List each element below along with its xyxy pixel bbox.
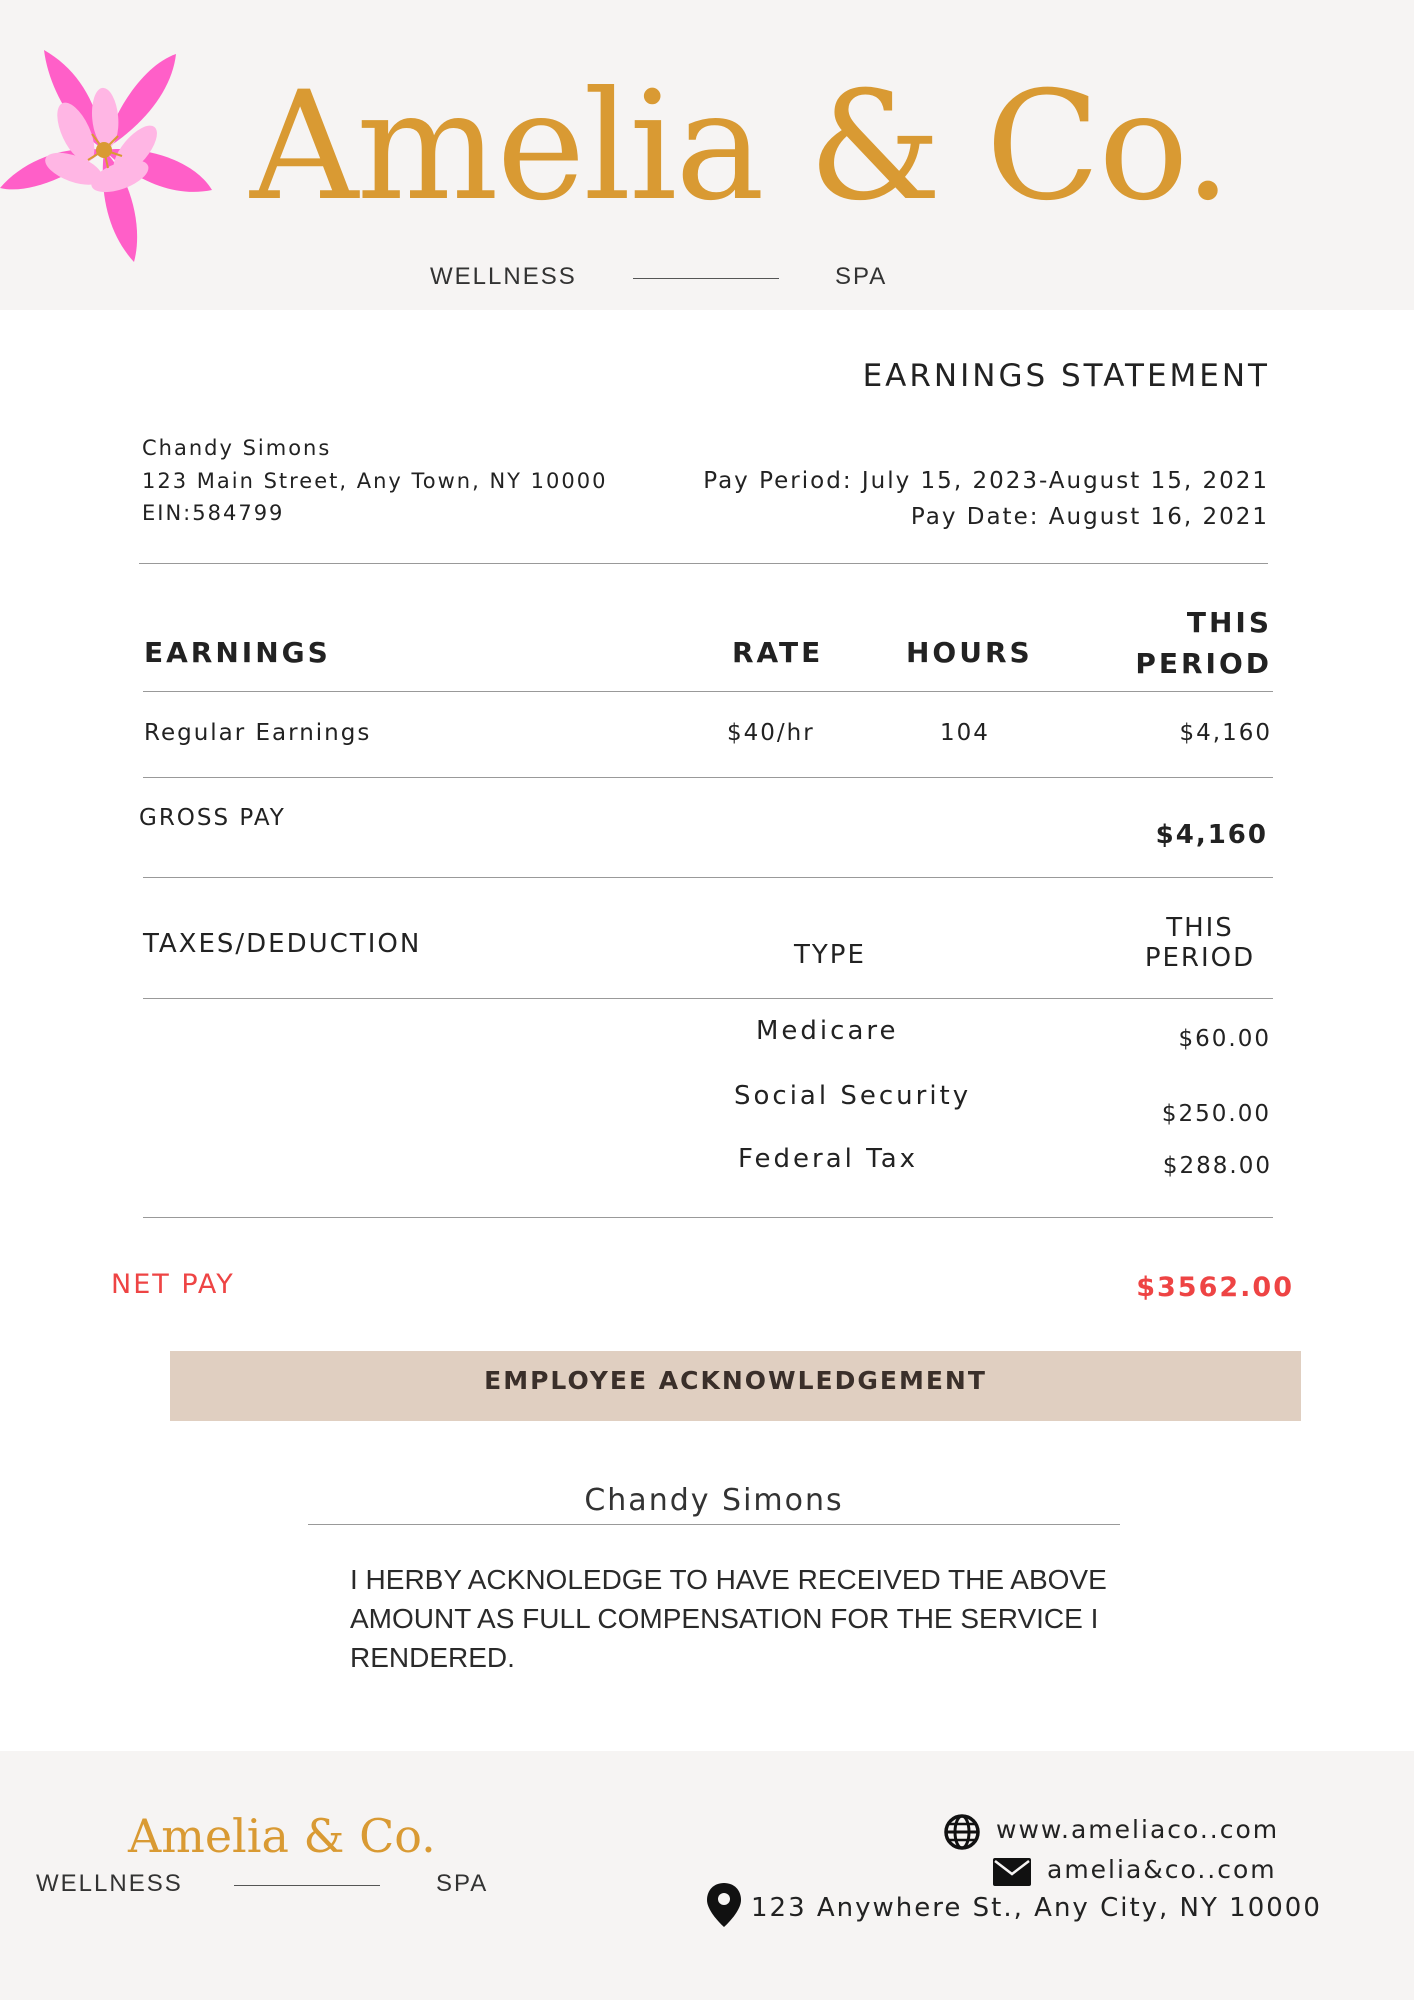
divider [143,777,1273,778]
flower-icon [0,48,216,270]
gross-pay-label: GROSS PAY [139,805,286,831]
header-subtitle-wellness: WELLNESS [430,263,577,290]
deduction-this-period-line1: THIS [1166,913,1234,943]
employee-name: Chandy Simons [142,436,332,460]
earnings-row-rate: $40/hr [727,720,815,746]
deduction-this-period-line2: PERIOD [1144,943,1256,973]
footer-subtitle-spa: SPA [436,1870,489,1897]
this-period-header-line2: PERIOD [1135,647,1272,680]
deduction-amount-medicare: $60.00 [1178,1026,1271,1052]
globe-icon [943,1813,981,1851]
deduction-amount-federal-tax: $288.00 [1162,1153,1272,1179]
acknowledgement-title: EMPLOYEE ACKNOWLEDGEMENT [484,1366,987,1395]
pay-date: Pay Date: August 16, 2021 [910,504,1269,530]
gross-pay-value: $4,160 [1155,820,1268,850]
footer-address: 123 Anywhere St., Any City, NY 10000 [751,1893,1322,1923]
divider [143,877,1273,878]
pay-period: Pay Period: July 15, 2023-August 15, 2021 [703,468,1269,494]
signature-name: Chandy Simons [584,1483,844,1518]
map-pin-icon [707,1883,741,1927]
earnings-row-hours: 104 [940,720,990,746]
earnings-row-amount: $4,160 [1179,720,1272,746]
header-subtitle-spa: SPA [835,263,888,290]
divider [143,691,1273,692]
footer-email[interactable]: amelia&co..com [1047,1855,1277,1884]
rate-header: RATE [732,636,824,669]
hours-header: HOURS [906,636,1033,669]
deduction-type-social-security: Social Security [734,1081,972,1111]
net-pay-value: $3562.00 [1136,1272,1294,1303]
header-divider [633,278,779,279]
type-header: TYPE [794,940,866,970]
statement-title: EARNINGS STATEMENT [862,358,1270,394]
earnings-row-label: Regular Earnings [144,720,372,746]
this-period-header-line1: THIS [1186,606,1272,639]
deduction-type-medicare: Medicare [756,1016,899,1046]
earnings-header: EARNINGS [144,636,331,669]
signature-line [308,1524,1120,1525]
footer-divider [234,1885,380,1886]
envelope-icon [993,1858,1031,1886]
footer-brand: Amelia & Co. [128,1809,436,1863]
footer-subtitle-wellness: WELLNESS [36,1870,183,1897]
net-pay-label: NET PAY [111,1269,235,1300]
divider [139,563,1268,564]
acknowledgement-text: I HERBY ACKNOLEDGE TO HAVE RECEIVED THE ABOVE AMOUNT AS FULL COMPENSATION FOR THE SERVICE I RENDERED. [350,1564,1107,1673]
deduction-type-federal-tax: Federal Tax [738,1144,919,1174]
deduction-amount-social-security: $250.00 [1161,1101,1271,1127]
taxes-deduction-header: TAXES/DEDUCTION [143,929,422,959]
divider [143,1217,1273,1218]
divider [143,998,1273,999]
employee-ein: EIN:584799 [142,501,285,525]
employee-address: 123 Main Street, Any Town, NY 10000 [142,469,608,493]
brand-title: Amelia & Co. [250,60,1230,234]
footer-website[interactable]: www.ameliaco..com [996,1815,1280,1844]
